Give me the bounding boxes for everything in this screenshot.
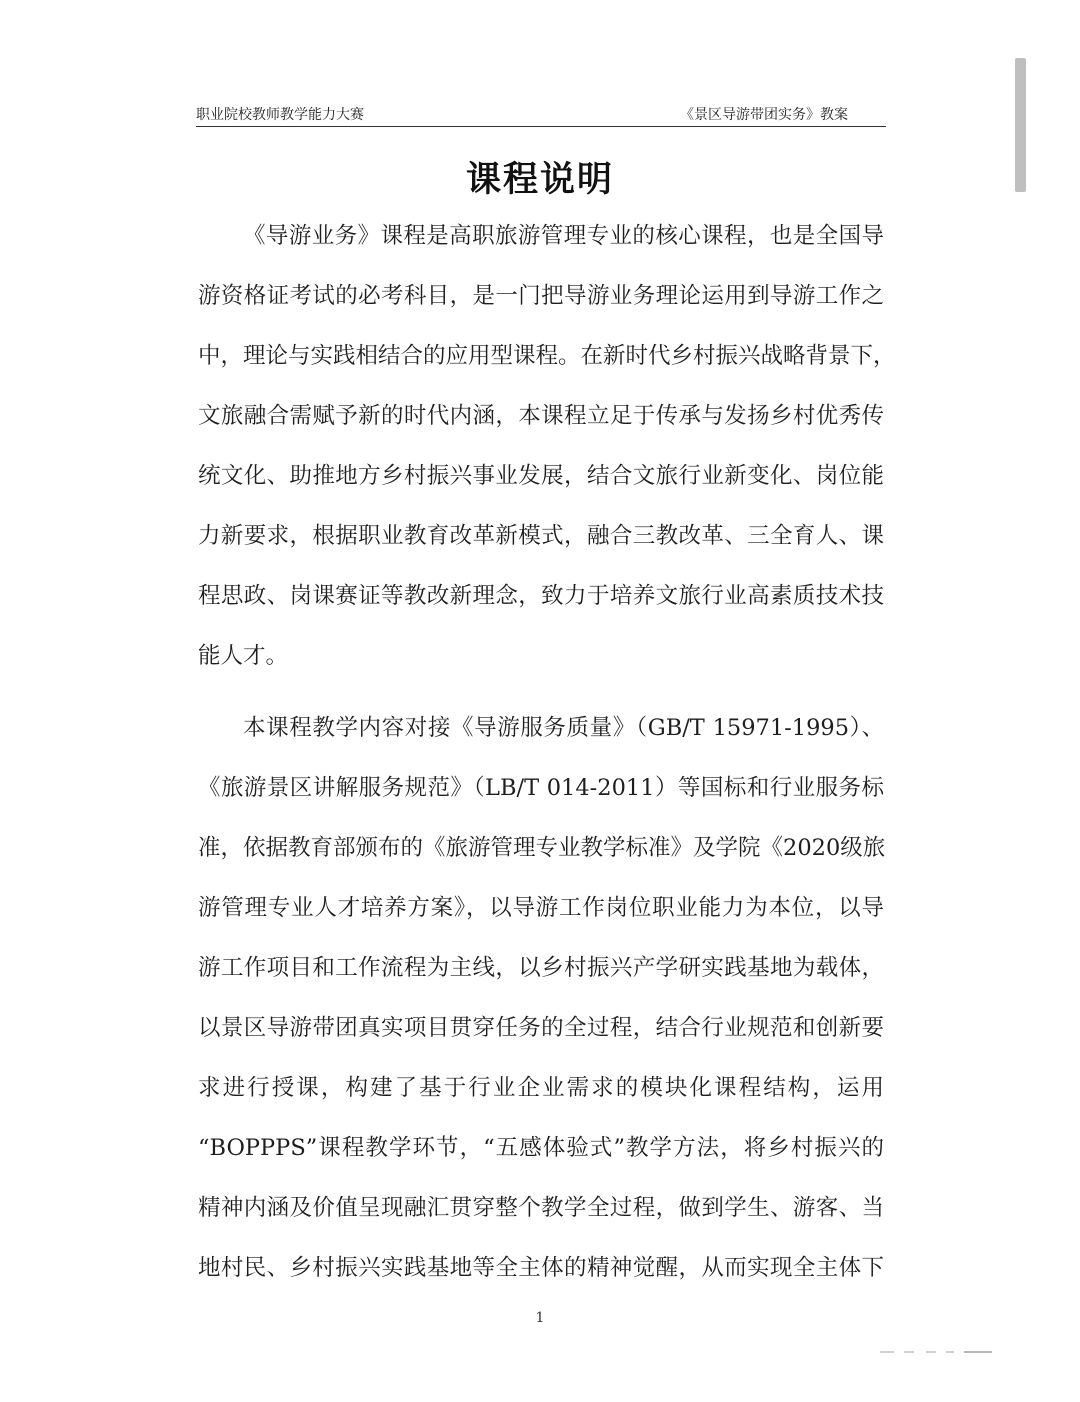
paragraph-gap <box>198 686 884 698</box>
paragraph-1-line-6: 力新要求，根据职业教育改革新模式，融合三教改革、三全育人、课 <box>198 523 884 549</box>
body-text <box>198 206 896 1298</box>
paragraph-2-line-1: 本课程教学内容对接《导游服务质量》（GB/T 15971-1995）、 <box>243 715 884 741</box>
paragraph-2-line-8: “BOPPPS”课程教学环节，“五感体验式”教学方法，将乡村振兴的 <box>198 1135 884 1161</box>
paragraph-1-line-1: 《导游业务》课程是高职旅游管理专业的核心课程，也是全国导 <box>243 223 884 249</box>
page-corner-marks <box>880 1349 992 1357</box>
paragraph-1-line-2: 游资格证考试的必考科目，是一门把导游业务理论运用到导游工作之 <box>198 283 884 309</box>
running-header <box>196 102 886 127</box>
paragraph-2-line-4: 游管理专业人才培养方案》，以导游工作岗位职业能力为本位，以导 <box>198 895 884 921</box>
paragraph-2-line-9: 精神内涵及价值呈现融汇贯穿整个教学全过程，做到学生、游客、当 <box>198 1195 884 1221</box>
page-title: 课程说明 <box>465 159 614 200</box>
paragraph-1-line-7: 程思政、岗课赛证等教改新理念，致力于培养文旅行业高素质技术技 <box>198 583 884 609</box>
vertical-scrollbar[interactable] <box>1014 58 1028 1318</box>
paragraph-2-line-3: 准，依据教育部颁布的《旅游管理专业教学标准》及学院《2020级旅 <box>198 835 886 861</box>
scrollbar-thumb[interactable] <box>1015 58 1026 192</box>
paragraph-1-line-3: 中，理论与实践相结合的应用型课程。在新时代乡村振兴战略背景下， <box>198 343 896 369</box>
page-number: 1 <box>535 1310 545 1326</box>
paragraph-2-line-10: 地村民、乡村振兴实践基地等全主体的精神觉醒，从而实现全主体下 <box>198 1255 884 1281</box>
paragraph-2-line-7: 求进行授课，构建了基于行业企业需求的模块化课程结构，运用 <box>198 1075 884 1101</box>
paragraph-2-line-2: 《旅游景区讲解服务规范》（LB/T 014-2011）等国标和行业服务标 <box>198 775 884 801</box>
paragraph-1-line-4: 文旅融合需赋予新的时代内涵，本课程立足于传承与发扬乡村优秀传 <box>198 403 884 429</box>
header-competition-name: 职业院校教师教学能力大赛 <box>196 107 364 123</box>
paragraph-2-line-6: 以景区导游带团真实项目贯穿任务的全过程，结合行业规范和创新要 <box>198 1015 884 1041</box>
paragraph-1-line-5: 统文化、助推地方乡村振兴事业发展，结合文旅行业新变化、岗位能 <box>198 463 884 489</box>
paragraph-1-line-8: 能人才。 <box>198 643 289 669</box>
paragraph-2-line-5: 游工作项目和工作流程为主线，以乡村振兴产学研实践基地为载体， <box>198 955 884 981</box>
header-course-name: 《景区导游带团实务》教案 <box>680 107 848 123</box>
